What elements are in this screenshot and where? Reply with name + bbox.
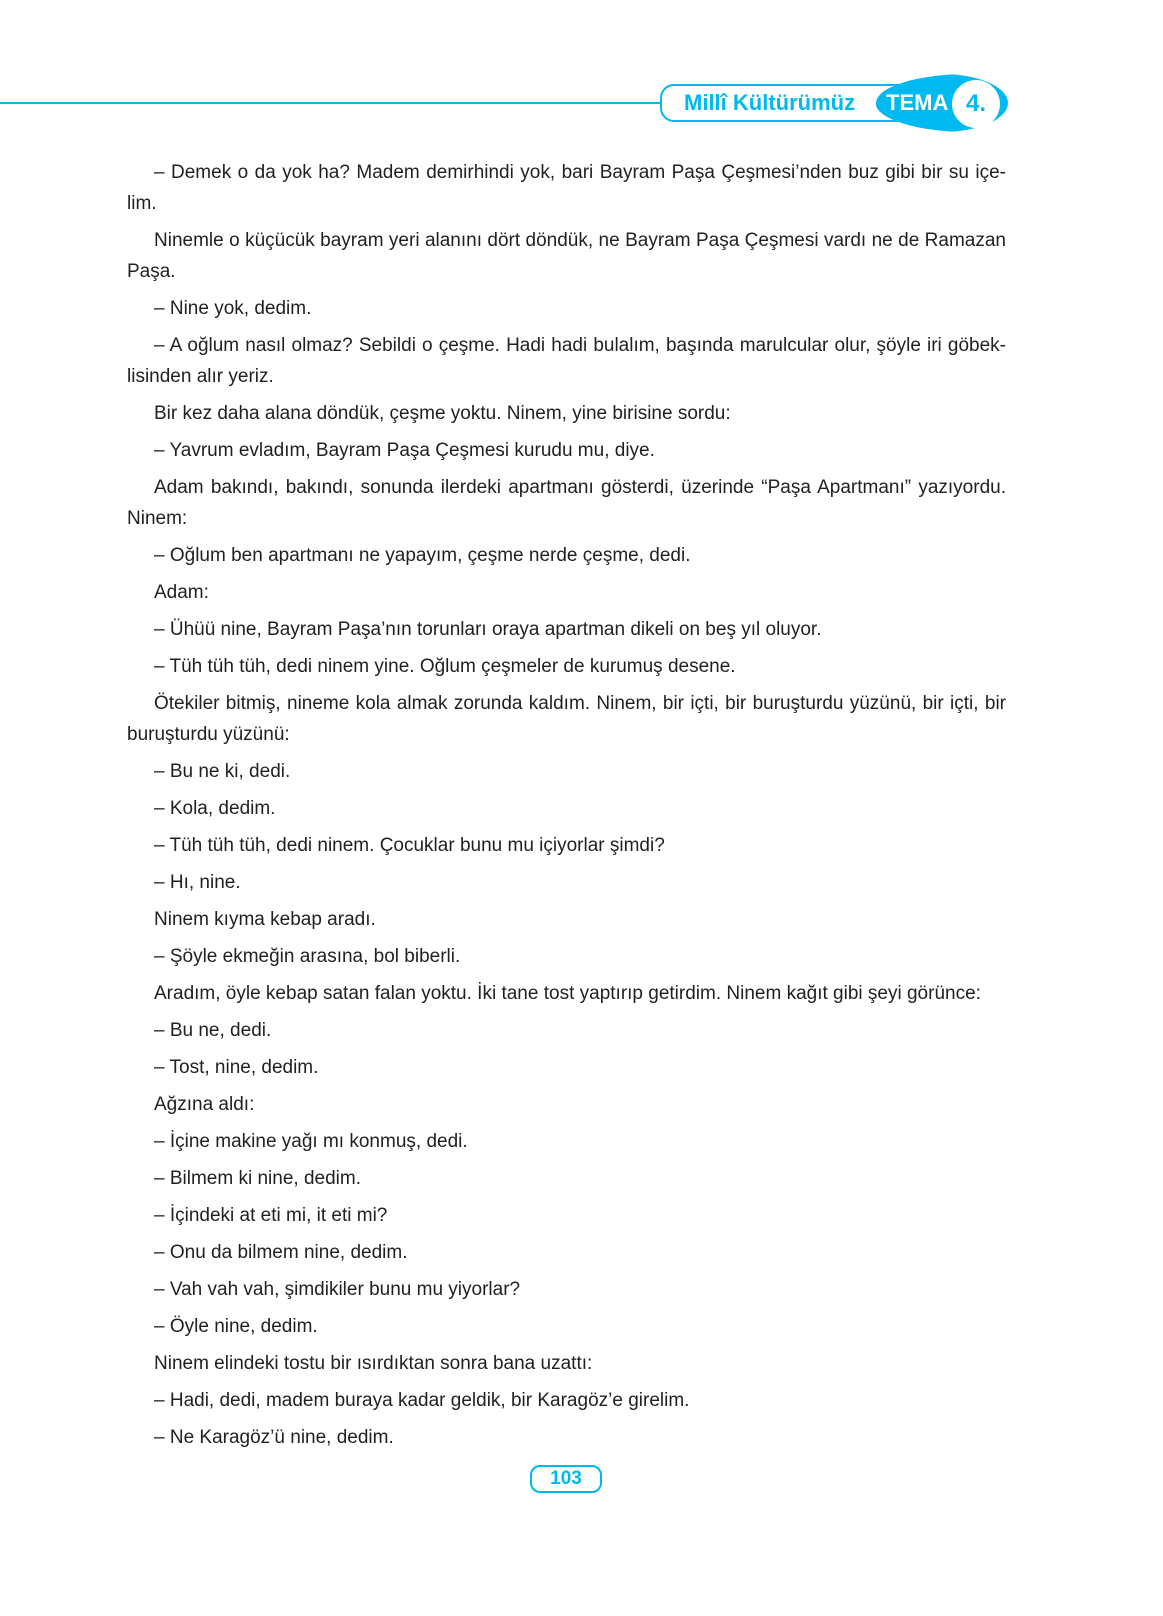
text-line: Ötekiler bitmiş, nineme kola almak zorunda kaldım. Ninem, bir içti, bir buruşturdu yüzünü, bir içti, bir	[154, 693, 1006, 714]
paragraph	[127, 904, 1006, 935]
text-line: – Ühüü nine, Bayram Paşa’nın torunları oraya apartman dikeli on beş yıl oluyor.	[154, 619, 822, 640]
text-line: – Bu ne ki, dedi.	[154, 761, 291, 782]
paragraph	[127, 157, 1006, 219]
paragraph	[127, 1422, 1006, 1453]
paragraph	[127, 435, 1006, 466]
text-line: – Kola, dedim.	[154, 798, 276, 819]
paragraph	[127, 688, 1006, 750]
paragraph	[127, 293, 1006, 324]
text-line: Adam:	[154, 582, 209, 603]
paragraph	[127, 978, 1006, 1009]
text-line: Ninem kıyma kebap aradı.	[154, 909, 376, 930]
text-line: – Tost, nine, dedim.	[154, 1057, 319, 1078]
text-line: – Şöyle ekmeğin arasına, bol biberli.	[154, 946, 461, 967]
body-text	[127, 157, 1006, 1459]
text-line: – Ne Karagöz’ü nine, dedim.	[154, 1427, 394, 1448]
paragraph	[127, 1311, 1006, 1342]
paragraph	[127, 577, 1006, 608]
text-line: Bir kez daha alana döndük, çeşme yoktu. Ninem, yine birisine sordu:	[154, 403, 731, 424]
text-line: – Bu ne, dedi.	[154, 1020, 272, 1041]
paragraph	[127, 1015, 1006, 1046]
text-line: – Tüh tüh tüh, dedi ninem yine. Oğlum çeşmeler de kurumuş desene.	[154, 656, 736, 677]
text-line: – Hı, nine.	[154, 872, 241, 893]
text-line: Ninem:	[127, 508, 188, 529]
text-line: – Bilmem ki nine, dedim.	[154, 1168, 361, 1189]
paragraph	[127, 1200, 1006, 1231]
paragraph	[127, 756, 1006, 787]
text-line: – Öyle nine, dedim.	[154, 1316, 318, 1337]
paragraph	[127, 1052, 1006, 1083]
paragraph	[127, 1126, 1006, 1157]
paragraph	[127, 793, 1006, 824]
paragraph	[127, 472, 1006, 534]
paragraph	[127, 1348, 1006, 1379]
text-line: buruşturdu yüzünü:	[127, 724, 290, 745]
paragraph	[127, 225, 1006, 287]
paragraph	[127, 614, 1006, 645]
text-line: – Vah vah vah, şimdikiler bunu mu yiyorlar?	[154, 1279, 521, 1300]
text-line: – Hadi, dedi, madem buraya kadar geldik, bir Karagöz’e girelim.	[154, 1390, 690, 1411]
paragraph	[127, 651, 1006, 682]
theme-title: Millî Kültürümüz	[684, 90, 856, 115]
paragraph	[127, 540, 1006, 571]
tema-label: TEMA	[886, 90, 949, 115]
header-rule	[0, 102, 662, 104]
text-line: Aradım, öyle kebap satan falan yoktu. İki tane tost yaptırıp getirdim. Ninem kağıt gibi şeyi görünce:	[154, 983, 981, 1004]
tema-number: 4.	[952, 80, 1000, 128]
paragraph	[127, 330, 1006, 392]
text-line: – İçindeki at eti mi, it eti mi?	[154, 1205, 388, 1226]
text-line: Adam bakındı, bakındı, sonunda ilerdeki apartmanı gösterdi, üzerinde “Paşa Apartmanı” yazıyordu.	[154, 477, 1006, 498]
text-line: – Tüh tüh tüh, dedi ninem. Çocuklar bunu mu içiyorlar şimdi?	[154, 835, 665, 856]
paragraph	[127, 941, 1006, 972]
paragraph	[127, 867, 1006, 898]
text-line: lim.	[127, 193, 157, 214]
text-line: – Oğlum ben apartmanı ne yapayım, çeşme nerde çeşme, dedi.	[154, 545, 691, 566]
text-line: Ninemle o küçücük bayram yeri alanını dört döndük, ne Bayram Paşa Çeşmesi vardı ne de Ramazan	[154, 230, 1006, 251]
text-line: – Yavrum evladım, Bayram Paşa Çeşmesi kurudu mu, diye.	[154, 440, 655, 461]
text-line: lisinden alır yeriz.	[127, 366, 274, 387]
text-line: – Demek o da yok ha? Madem demirhindi yok, bari Bayram Paşa Çeşmesi’nden buz gibi bir su içe-	[154, 162, 1006, 183]
paragraph	[127, 1237, 1006, 1268]
paragraph	[127, 830, 1006, 861]
text-line: Ninem elindeki tostu bir ısırdıktan sonra bana uzattı:	[154, 1353, 593, 1374]
text-line: – Onu da bilmem nine, dedim.	[154, 1242, 408, 1263]
text-line: – A oğlum nasıl olmaz? Sebildi o çeşme. Hadi hadi bulalım, başında marulcular olur, şöyle iri göbek-	[154, 335, 1006, 356]
text-line: Paşa.	[127, 261, 176, 282]
paragraph	[127, 1385, 1006, 1416]
paragraph	[127, 1163, 1006, 1194]
paragraph	[127, 1089, 1006, 1120]
text-line: Ağzına aldı:	[154, 1094, 255, 1115]
text-line: – Nine yok, dedim.	[154, 298, 312, 319]
text-line: – İçine makine yağı mı konmuş, dedi.	[154, 1131, 468, 1152]
paragraph	[127, 1274, 1006, 1305]
page-number: 103	[530, 1465, 602, 1493]
paragraph	[127, 398, 1006, 429]
